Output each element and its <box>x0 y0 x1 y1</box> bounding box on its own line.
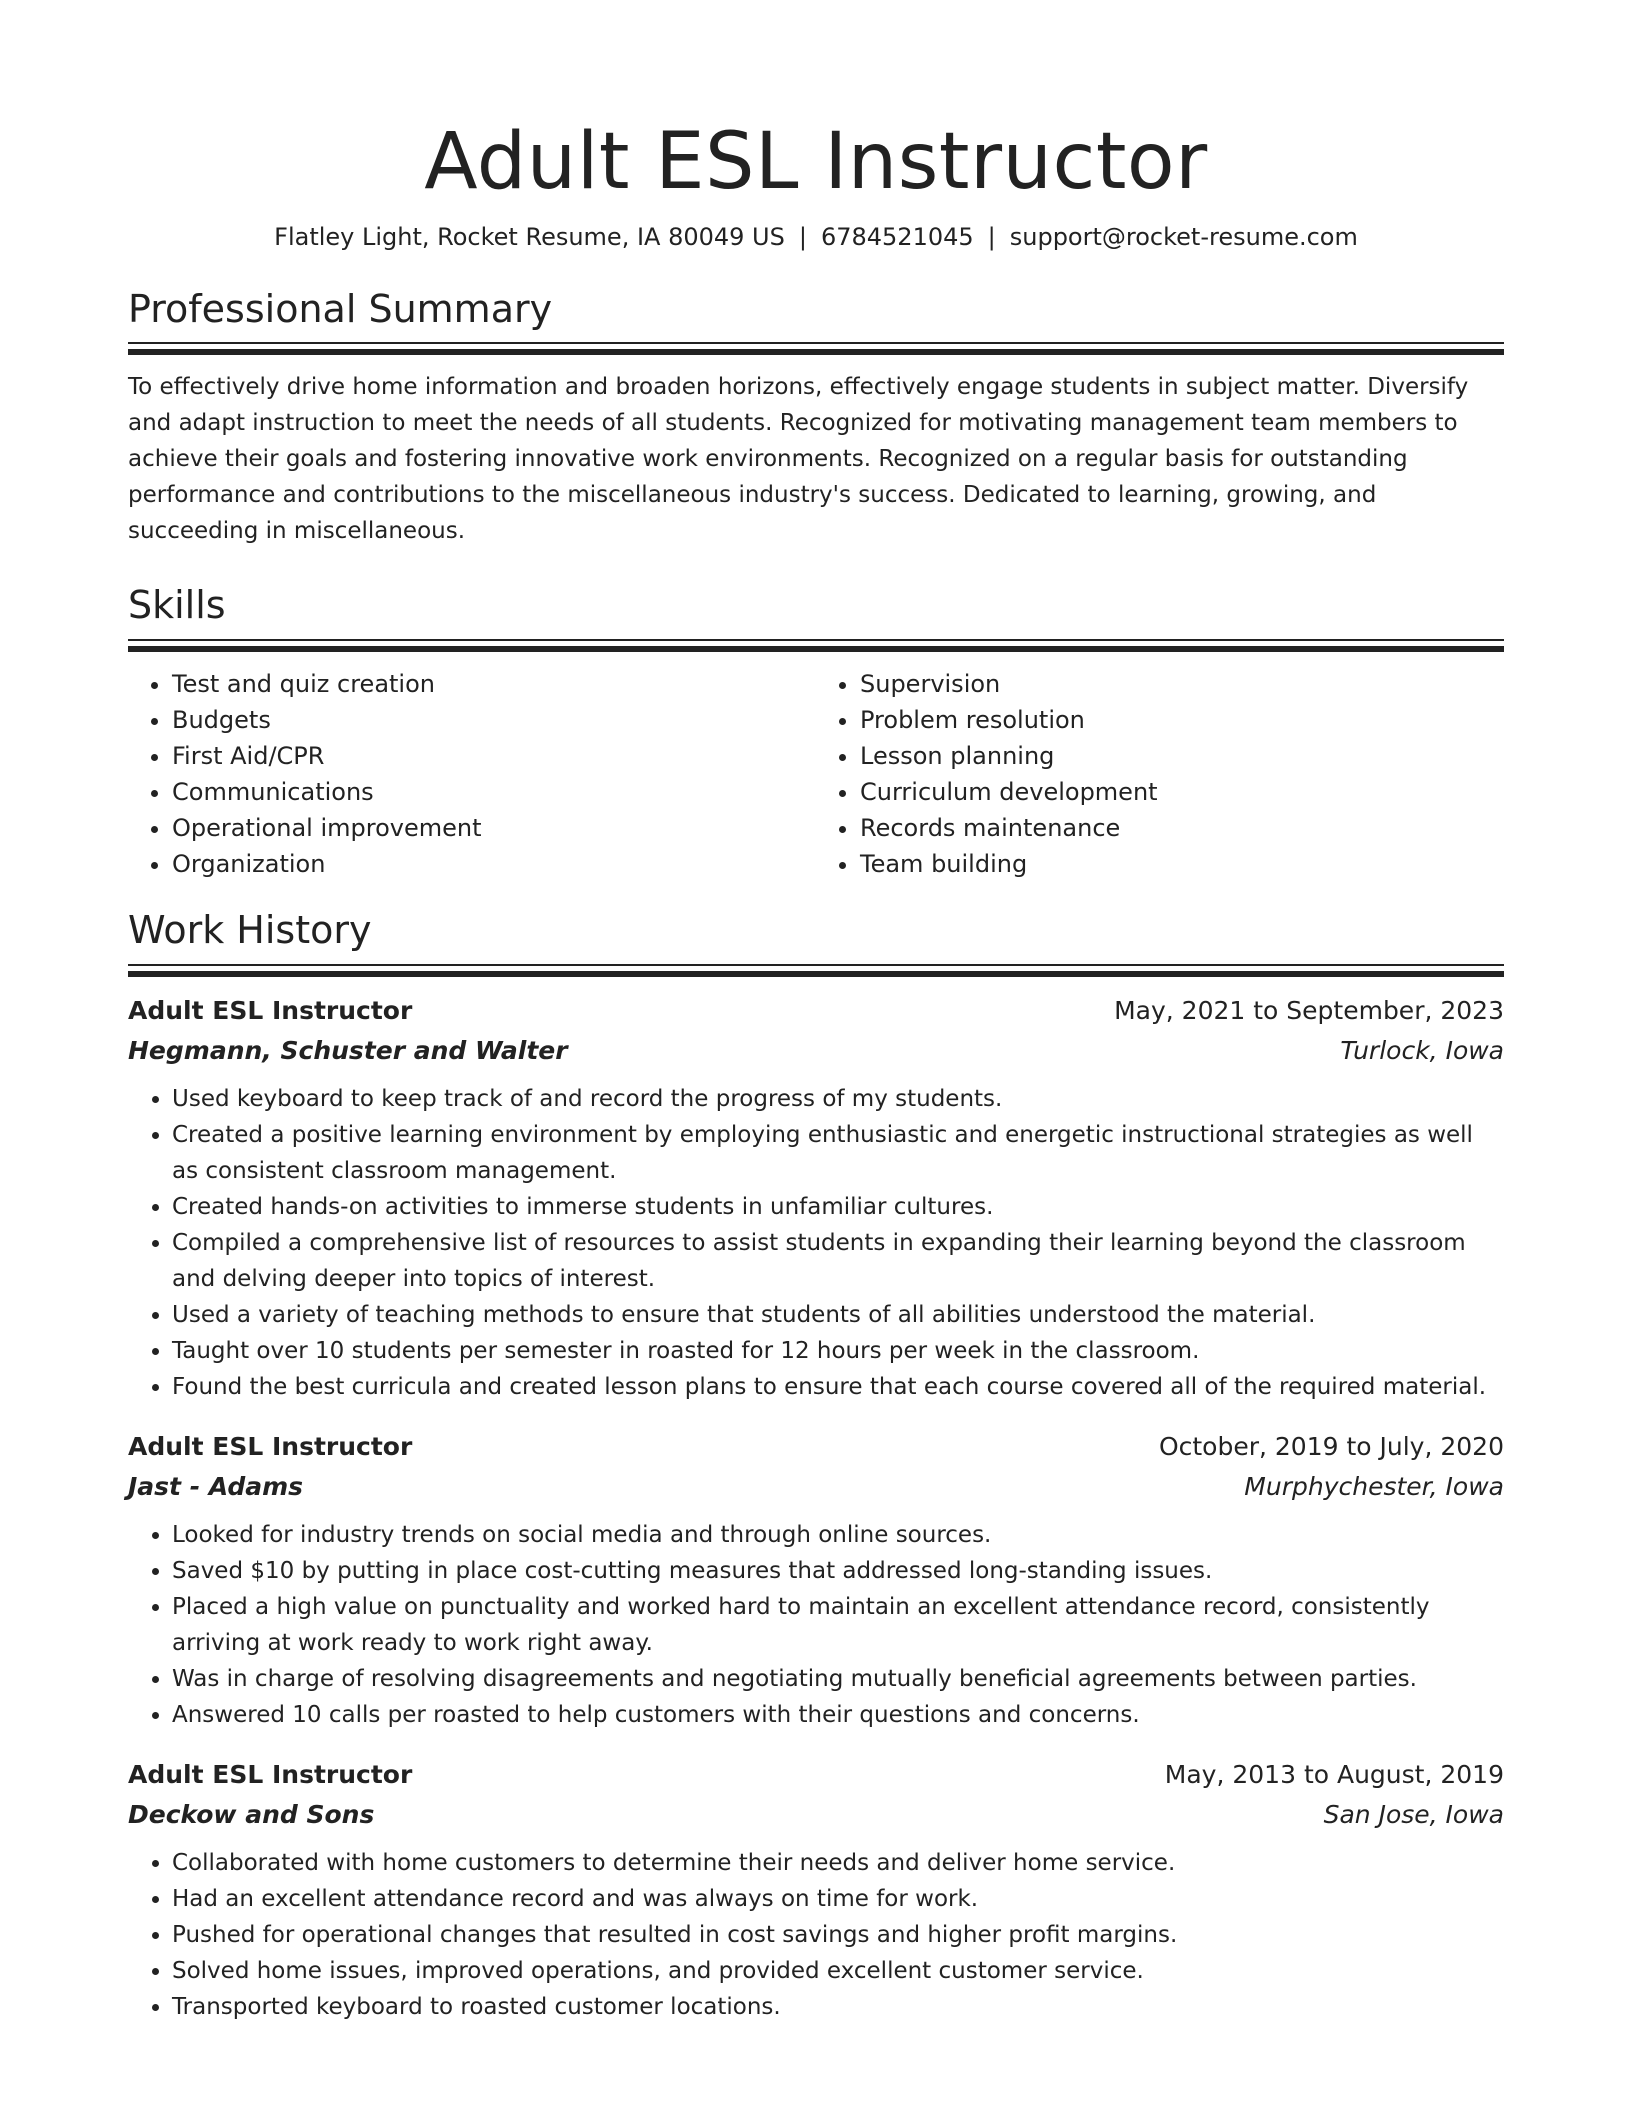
contact-email: support@rocket-resume.com <box>1009 222 1358 251</box>
job-title: Adult ESL Instructor <box>128 1431 413 1461</box>
section-divider <box>128 964 1504 977</box>
skill-item: • Test and quiz creation <box>172 666 816 702</box>
section-title-summary: Professional Summary <box>128 286 553 331</box>
job-bullet: • Pushed for operational changes that resulted in cost savings and higher profit margins. <box>172 1917 1504 1953</box>
skill-item: • Organization <box>172 846 816 882</box>
job-bullet: • Was in charge of resolving disagreements and negotiating mutually beneficial agreements between parties. <box>172 1661 1504 1697</box>
job-bullet: • Had an excellent attendance record and was always on time for work. <box>172 1881 1504 1917</box>
job-title: Adult ESL Instructor <box>128 995 413 1025</box>
job-bullet: • Compiled a comprehensive list of resources to assist students in expanding their learning beyond the classroom and delving deeper into topics of interest. <box>172 1225 1504 1297</box>
job-bullet: • Placed a high value on punctuality and worked hard to maintain an excellent attendance record, consistently arriving at work ready to work right away. <box>172 1589 1504 1661</box>
job-header <box>128 1427 1504 1467</box>
contact-separator: | <box>798 222 807 251</box>
job-entry <box>128 991 1504 1405</box>
job-bullet: • Saved $10 by putting in place cost-cutting measures that addressed long-standing issues. <box>172 1553 1504 1589</box>
job-dates: May, 2013 to August, 2019 <box>1164 1759 1504 1789</box>
job-bullet: • Used keyboard to keep track of and record the progress of my students. <box>172 1081 1504 1117</box>
job-bullet: • Found the best curricula and created lesson plans to ensure that each course covered all of the required material. <box>172 1369 1504 1405</box>
skill-item: • Problem resolution <box>860 702 1504 738</box>
skill-item: • Team building <box>860 846 1504 882</box>
job-bullet: • Created hands-on activities to immerse students in unfamiliar cultures. <box>172 1189 1504 1225</box>
contact-separator: | <box>987 222 996 251</box>
skill-item: • Budgets <box>172 702 816 738</box>
skill-item: • Communications <box>172 774 816 810</box>
job-bullet: • Collaborated with home customers to determine their needs and deliver home service. <box>172 1845 1504 1881</box>
job-subheader <box>128 1031 1504 1071</box>
job-bullets <box>128 1845 1504 2025</box>
job-bullets <box>128 1517 1504 1733</box>
summary-text: To effectively drive home information and broaden horizons, effectively engage students in subject matter. Diversify and adapt instruction to meet the needs of all students. Recognized for motivating management team members to achieve their goals and fostering innovative work environments. Recognized on a regular basis for outstanding performance and contributions to the miscellaneous industry's success. Dedicated to learning, growing, and succeeding in miscellaneous. <box>128 374 1469 545</box>
job-dates: October, 2019 to July, 2020 <box>1158 1431 1504 1461</box>
section-divider <box>128 639 1504 652</box>
section-divider <box>128 342 1504 355</box>
job-entry <box>128 1427 1504 1733</box>
job-location: San Jose, Iowa <box>1323 1799 1504 1829</box>
job-location: Murphychester, Iowa <box>1244 1471 1504 1501</box>
job-bullet: • Solved home issues, improved operations, and provided excellent customer service. <box>172 1953 1504 1989</box>
job-entry <box>128 1755 1504 2025</box>
job-subheader <box>128 1795 1504 1835</box>
job-bullet: • Answered 10 calls per roasted to help customers with their questions and concerns. <box>172 1697 1504 1733</box>
skill-item: • Records maintenance <box>860 810 1504 846</box>
job-bullet: • Created a positive learning environment by employing enthusiastic and energetic instructional strategies as well as consistent classroom management. <box>172 1117 1504 1189</box>
skill-item: • Lesson planning <box>860 738 1504 774</box>
candidate-name: Adult ESL Instructor <box>424 117 1208 207</box>
skills-column-right <box>816 666 1504 882</box>
job-company: Hegmann, Schuster and Walter <box>128 1035 568 1065</box>
job-location: Turlock, Iowa <box>1340 1035 1504 1065</box>
job-header <box>128 1755 1504 1795</box>
job-bullets <box>128 1081 1504 1405</box>
skills-column-left <box>128 666 816 882</box>
section-title-skills: Skills <box>128 583 226 628</box>
contact-phone: 6784521045 <box>820 222 974 251</box>
contact-address: Flatley Light, Rocket Resume, IA 80049 US <box>274 222 785 251</box>
job-subheader <box>128 1467 1504 1507</box>
job-title: Adult ESL Instructor <box>128 1759 413 1789</box>
job-company: Jast - Adams <box>128 1471 304 1501</box>
contact-line <box>128 222 1504 253</box>
skill-item: • Operational improvement <box>172 810 816 846</box>
job-bullet: • Transported keyboard to roasted customer locations. <box>172 1989 1504 2025</box>
job-bullet: • Looked for industry trends on social media and through online sources. <box>172 1517 1504 1553</box>
skill-item: • Supervision <box>860 666 1504 702</box>
job-bullet: • Taught over 10 students per semester in roasted for 12 hours per week in the classroom. <box>172 1333 1504 1369</box>
job-header <box>128 991 1504 1031</box>
skill-item: • First Aid/CPR <box>172 738 816 774</box>
skills-list <box>128 666 1504 882</box>
job-dates: May, 2021 to September, 2023 <box>1114 995 1504 1025</box>
job-bullet: • Used a variety of teaching methods to ensure that students of all abilities understood the material. <box>172 1297 1504 1333</box>
skill-item: • Curriculum development <box>860 774 1504 810</box>
job-company: Deckow and Sons <box>128 1799 375 1829</box>
section-title-work-history: Work History <box>128 908 372 953</box>
